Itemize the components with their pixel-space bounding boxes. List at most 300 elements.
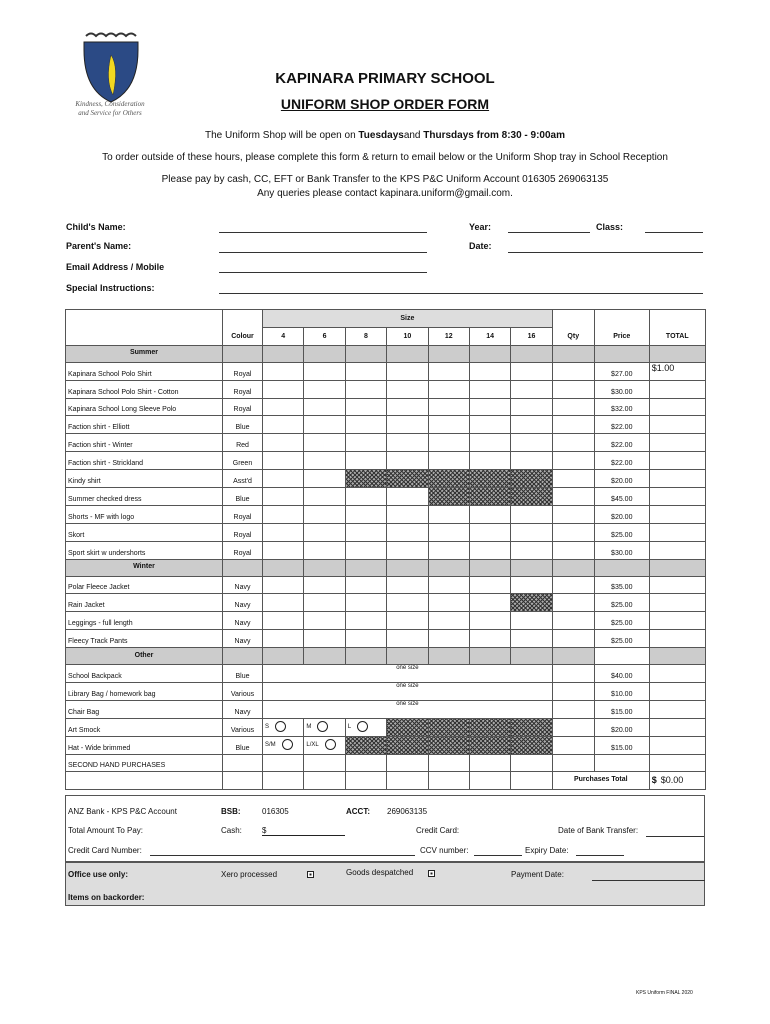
item-price: $22.00 [594,434,649,452]
class-label: Class: [596,222,624,232]
size-qty-cell[interactable] [511,398,552,416]
size-qty-cell[interactable] [345,488,386,506]
qty-cell[interactable] [552,718,594,736]
size-qty-cell[interactable] [304,470,345,488]
size-qty-cell[interactable] [387,576,428,594]
size-qty-cell[interactable] [345,434,386,452]
bank-transfer-date-field[interactable] [646,836,704,837]
parent-name-field[interactable] [219,252,427,253]
size-qty-cell[interactable] [263,452,304,470]
size-qty-cell[interactable] [511,523,552,541]
size-qty-cell[interactable] [263,362,304,380]
size-qty-cell[interactable] [511,505,552,523]
item-total [649,665,705,683]
backorder-label: Items on backorder: [68,893,145,902]
item-total [649,416,705,434]
year-label: Year: [469,222,492,232]
qty-cell[interactable] [552,612,594,630]
unavailable-size-cell [387,736,428,754]
second-hand-cell[interactable] [428,754,469,772]
second-hand-cell[interactable] [304,754,345,772]
email-field[interactable] [219,272,427,273]
size-qty-cell[interactable] [469,523,510,541]
size-qty-cell[interactable] [469,576,510,594]
qty-cell[interactable] [552,576,594,594]
section-header-winter [66,559,706,576]
size-qty-cell[interactable] [304,505,345,523]
one-size-cell[interactable]: one size [263,683,553,701]
size-qty-cell[interactable] [345,398,386,416]
size-qty-cell[interactable] [511,630,552,648]
xero-label: Xero processed [221,870,278,879]
section-cell [304,559,345,576]
acct-label: ACCT: [346,807,370,816]
section-cell [594,648,649,665]
size-qty-cell[interactable] [263,380,304,398]
size-qty-cell[interactable] [263,505,304,523]
item-price: $45.00 [594,488,649,506]
table-row [66,434,706,452]
item-price: $30.00 [594,541,649,559]
table-row [66,505,706,523]
size-qty-cell[interactable] [263,541,304,559]
second-hand-cell[interactable] [469,754,510,772]
despatched-label: Goods despatched [346,868,414,877]
table-row [66,416,706,434]
size-qty-cell[interactable] [511,612,552,630]
item-colour: Navy [223,576,263,594]
size-option-radio[interactable] [325,739,336,750]
credit-card-label: Credit Card: [416,826,460,835]
second-hand-cell[interactable] [387,754,428,772]
one-size-cell[interactable]: one size [263,700,553,718]
unavailable-size-cell [345,736,386,754]
qty-cell[interactable] [552,380,594,398]
second-hand-cell[interactable] [552,754,594,772]
special-instructions-field[interactable] [219,293,703,294]
size-qty-cell[interactable] [345,380,386,398]
cash-label: Cash: [221,826,242,835]
item-price: $30.00 [594,380,649,398]
colour-header: Colour [223,327,263,345]
size-qty-cell[interactable] [428,505,469,523]
size-qty-cell[interactable] [511,541,552,559]
item-colour: Various [223,718,263,736]
item-price: $25.00 [594,523,649,541]
size-qty-cell[interactable] [387,452,428,470]
unavailable-size-cell [387,718,428,736]
section-header-summer [66,345,706,362]
size-qty-cell[interactable] [304,362,345,380]
section-cell [428,345,469,362]
purchases-total-amount: $0.00 [660,774,684,785]
bank-name: ANZ Bank - KPS P&C Account [68,807,177,816]
size-qty-cell[interactable] [304,612,345,630]
unavailable-size-cell [387,470,428,488]
section-cell [304,648,345,665]
size-qty-cell[interactable] [428,362,469,380]
size-qty-cell[interactable] [304,434,345,452]
blank-cell [66,772,223,790]
qty-cell[interactable] [552,736,594,754]
size-qty-cell[interactable] [263,470,304,488]
qty-cell[interactable] [552,362,594,380]
section-cell [552,345,594,362]
size-qty-cell[interactable] [345,612,386,630]
unavailable-size-cell [511,594,552,612]
unavailable-size-cell [469,736,510,754]
acct-value: 269063135 [387,807,428,816]
item-price: $32.00 [594,398,649,416]
size-qty-cell[interactable] [304,416,345,434]
size-qty-cell[interactable] [428,630,469,648]
item-name: Art Smock [66,718,223,736]
item-name: Hat - Wide brimmed [66,736,223,754]
qty-cell[interactable] [552,470,594,488]
size-qty-cell[interactable] [511,452,552,470]
item-price: $20.00 [594,505,649,523]
blank-cell [223,772,263,790]
item-colour: Royal [223,380,263,398]
item-name: Rain Jacket [66,594,223,612]
section-cell [594,559,649,576]
size-qty-cell[interactable] [428,541,469,559]
size-qty-cell[interactable] [469,630,510,648]
ccv-field[interactable] [474,855,522,856]
class-field[interactable] [645,232,703,233]
size-qty-cell[interactable] [304,736,345,754]
date-label: Date: [469,241,492,251]
cc-number-field[interactable] [150,855,415,856]
size-qty-cell[interactable] [304,523,345,541]
size-qty-cell[interactable] [387,630,428,648]
ccv-label: CCV number: [420,846,469,855]
size-qty-cell[interactable] [469,434,510,452]
size-qty-cell[interactable] [263,398,304,416]
section-cell [345,559,386,576]
item-name: Kapinara School Polo Shirt [66,362,223,380]
expiry-field[interactable] [576,855,624,856]
blank-cell [304,772,345,790]
size-qty-cell[interactable] [304,488,345,506]
item-total [649,594,705,612]
size-qty-cell[interactable] [387,398,428,416]
item-price: $20.00 [594,718,649,736]
payment-instructions: Please pay by cash, CC, EFT or Bank Transfer to the KPS P&C Uniform Account 016305 269063135 [161,174,609,185]
size-qty-cell[interactable] [345,718,386,736]
second-hand-cell[interactable] [511,754,552,772]
second-hand-cell[interactable] [263,754,304,772]
unavailable-size-cell [511,718,552,736]
size-qty-cell[interactable] [469,505,510,523]
size-option-radio[interactable] [282,739,293,750]
qty-cell[interactable] [552,523,594,541]
size-qty-cell[interactable] [345,630,386,648]
table-row [66,630,706,648]
size-qty-cell[interactable] [387,541,428,559]
section-label: Other [66,648,223,665]
size-qty-cell[interactable] [345,576,386,594]
section-header-other [66,648,706,665]
item-name: Shorts - MF with logo [66,505,223,523]
qty-header: Qty [552,327,594,345]
table-row [66,683,706,701]
size-qty-cell[interactable] [428,416,469,434]
table-row [66,576,706,594]
second-hand-cell[interactable] [345,754,386,772]
unavailable-size-cell [469,488,510,506]
table-row [66,736,706,754]
size-qty-cell[interactable] [387,362,428,380]
qty-cell[interactable] [552,541,594,559]
purchases-total-value [649,772,705,790]
size-qty-cell[interactable] [263,718,304,736]
section-label: Summer [66,345,223,362]
section-cell [223,345,263,362]
size-qty-cell[interactable] [469,416,510,434]
item-name: Library Bag / homework bag [66,683,223,701]
size-qty-cell[interactable] [428,576,469,594]
payment-date-field[interactable] [592,880,705,881]
size-qty-cell[interactable] [469,594,510,612]
size-qty-cell[interactable] [387,488,428,506]
section-cell [387,345,428,362]
size-header-6: 6 [304,327,345,345]
child-name-field[interactable] [219,232,427,233]
item-price: $20.00 [594,470,649,488]
size-qty-cell[interactable] [304,541,345,559]
size-header-16: 16 [511,327,552,345]
item-total [649,630,705,648]
section-cell [469,648,510,665]
section-cell [594,345,649,362]
size-qty-cell[interactable] [345,523,386,541]
qty-cell[interactable] [552,683,594,701]
size-qty-cell[interactable] [469,612,510,630]
item-total: $1.00 [649,362,705,380]
size-qty-cell[interactable] [345,541,386,559]
office-use-label: Office use only: [68,870,129,879]
item-total [649,523,705,541]
item-total [649,470,705,488]
size-qty-cell[interactable] [304,630,345,648]
item-name: Kapinara School Polo Shirt - Cotton [66,380,223,398]
second-hand-cell[interactable] [223,754,263,772]
item-name: School Backpack [66,665,223,683]
unavailable-size-cell [428,470,469,488]
section-cell [263,345,304,362]
item-total [649,505,705,523]
qty-cell[interactable] [552,452,594,470]
size-qty-cell[interactable] [428,380,469,398]
size-qty-cell[interactable] [469,380,510,398]
size-qty-cell[interactable] [511,576,552,594]
item-colour: Royal [223,362,263,380]
size-qty-cell[interactable] [387,594,428,612]
parent-name-label: Parent's Name: [66,241,132,251]
size-qty-cell[interactable] [263,736,304,754]
section-cell [649,559,705,576]
xero-checkbox[interactable] [307,871,314,878]
unavailable-size-cell [511,488,552,506]
item-total [649,736,705,754]
blank-cell [469,772,510,790]
school-motto: Kindness, Consideration and Service for Others [75,100,145,117]
size-qty-cell[interactable] [428,452,469,470]
section-label: Winter [66,559,223,576]
size-qty-cell[interactable] [263,576,304,594]
qty-cell[interactable] [552,505,594,523]
item-header [66,310,223,346]
qty-cell[interactable] [552,488,594,506]
qty-cell[interactable] [552,434,594,452]
size-header-12: 12 [428,327,469,345]
section-cell [428,648,469,665]
size-option-radio[interactable] [357,721,368,732]
size-qty-cell[interactable] [428,523,469,541]
unavailable-size-cell [511,736,552,754]
size-option-label: L [347,723,352,730]
size-qty-cell[interactable] [469,398,510,416]
size-qty-cell[interactable] [428,594,469,612]
size-qty-cell[interactable] [263,630,304,648]
item-name: Kapinara School Long Sleeve Polo [66,398,223,416]
qty-cell[interactable] [552,630,594,648]
table-row [66,398,706,416]
date-field[interactable] [508,252,703,253]
size-option-radio[interactable] [317,721,328,732]
second-hand-cell[interactable] [649,754,705,772]
item-price: $25.00 [594,594,649,612]
item-total [649,576,705,594]
item-total [649,398,705,416]
size-qty-cell[interactable] [263,434,304,452]
special-instructions-label: Special Instructions: [66,283,155,293]
qty-cell[interactable] [552,665,594,683]
section-cell [387,648,428,665]
size-qty-cell[interactable] [263,488,304,506]
item-total [649,380,705,398]
blank-cell [428,772,469,790]
despatched-checkbox[interactable] [428,870,435,877]
size-qty-cell[interactable] [428,398,469,416]
bsb-label: BSB: [221,807,241,816]
item-price: $10.00 [594,683,649,701]
section-cell [511,648,552,665]
size-qty-cell[interactable] [387,380,428,398]
item-total [649,541,705,559]
section-cell [552,648,594,665]
size-qty-cell[interactable] [428,612,469,630]
size-qty-cell[interactable] [304,452,345,470]
year-field[interactable] [508,232,590,233]
size-qty-cell[interactable] [387,523,428,541]
size-header: Size [263,310,553,328]
item-name: Sport skirt w undershorts [66,541,223,559]
item-colour: Navy [223,612,263,630]
size-qty-cell[interactable] [263,523,304,541]
table-row [66,362,706,380]
order-instructions: To order outside of these hours, please complete this form & return to email below or the Uniform Shop tray in School Reception [102,152,668,163]
qty-cell[interactable] [552,416,594,434]
size-qty-cell[interactable] [511,416,552,434]
size-qty-cell[interactable] [345,594,386,612]
size-qty-cell[interactable] [511,380,552,398]
size-qty-cell[interactable] [345,362,386,380]
item-colour: Red [223,434,263,452]
size-qty-cell[interactable] [387,612,428,630]
table-row [66,380,706,398]
section-cell [304,345,345,362]
contact-line: Any queries please contact kapinara.uniform@gmail.com. [257,188,513,199]
qty-cell[interactable] [552,700,594,718]
size-qty-cell[interactable] [469,452,510,470]
size-qty-cell[interactable] [428,434,469,452]
size-qty-cell[interactable] [304,398,345,416]
item-price: $15.00 [594,736,649,754]
item-name: Faction shirt - Winter [66,434,223,452]
item-price: $25.00 [594,612,649,630]
size-qty-cell[interactable] [345,505,386,523]
qty-cell[interactable] [552,594,594,612]
table-row [66,718,706,736]
size-header-10: 10 [387,327,428,345]
cash-field[interactable]: $ [262,826,345,836]
size-qty-cell[interactable] [469,362,510,380]
size-qty-cell[interactable] [263,612,304,630]
table-row [66,594,706,612]
size-qty-cell[interactable] [345,452,386,470]
size-qty-cell[interactable] [263,594,304,612]
price-header: Price [594,327,649,345]
size-qty-cell[interactable] [511,434,552,452]
one-size-cell[interactable]: one size [263,665,553,683]
size-qty-cell[interactable] [387,416,428,434]
unavailable-size-cell [428,718,469,736]
item-colour: Navy [223,630,263,648]
table-row [66,452,706,470]
qty-cell[interactable] [552,398,594,416]
size-qty-cell[interactable] [469,541,510,559]
item-name: Kindy shirt [66,470,223,488]
table-row [66,470,706,488]
section-cell [263,648,304,665]
item-colour: Navy [223,594,263,612]
size-qty-cell[interactable] [304,380,345,398]
item-colour: Blue [223,488,263,506]
size-qty-cell[interactable] [304,594,345,612]
item-price: $27.00 [594,362,649,380]
second-hand-cell[interactable] [594,754,649,772]
size-qty-cell[interactable] [304,718,345,736]
section-cell [649,648,705,665]
size-qty-cell[interactable] [263,416,304,434]
section-cell [345,345,386,362]
item-colour: Royal [223,523,263,541]
size-qty-cell[interactable] [345,416,386,434]
size-option-label: S/M [265,741,276,748]
size-option-radio[interactable] [275,721,286,732]
total-header: TOTAL [649,327,705,345]
size-qty-cell[interactable] [511,362,552,380]
size-qty-cell[interactable] [387,505,428,523]
size-qty-cell[interactable] [304,576,345,594]
item-total [649,452,705,470]
section-cell [552,559,594,576]
size-qty-cell[interactable] [387,434,428,452]
footer-version: KPS Uniform FINAL 2020 [636,990,693,996]
table-row [66,541,706,559]
